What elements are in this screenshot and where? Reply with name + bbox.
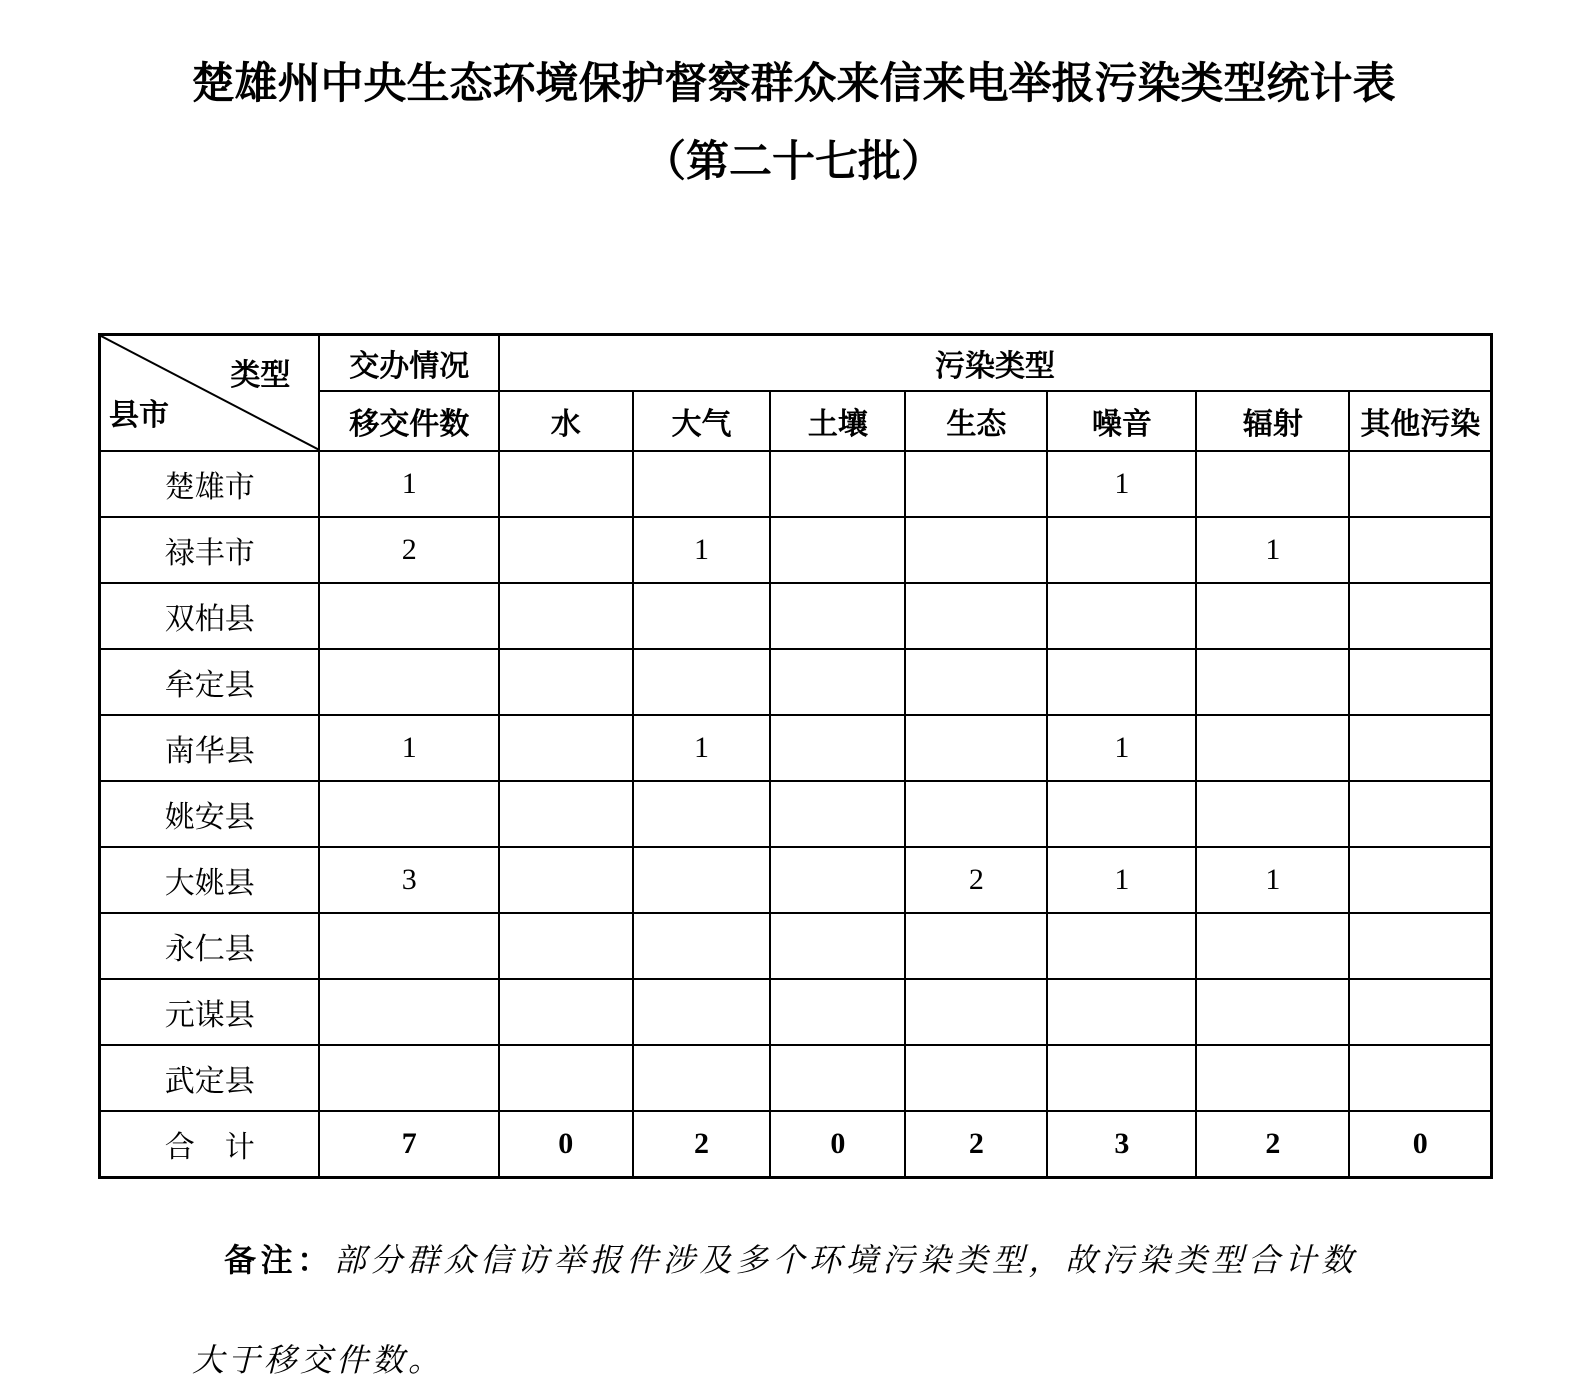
value-cell [770,979,905,1045]
total-value-cell: 0 [770,1111,905,1178]
value-cell [499,451,633,517]
value-cell [770,715,905,781]
value-cell [770,649,905,715]
value-cell [633,451,771,517]
value-cell [633,847,771,913]
value-cell [1047,1045,1196,1111]
value-cell: 1 [1047,451,1196,517]
value-cell [905,451,1047,517]
subheader-noise: 噪音 [1047,391,1196,451]
value-cell [319,649,499,715]
value-cell [499,649,633,715]
subheader-ecology: 生态 [905,391,1047,451]
county-name-cell: 武定县 [100,1045,320,1111]
value-cell [319,781,499,847]
county-name-cell: 元谋县 [100,979,320,1045]
value-cell [1047,517,1196,583]
page-title [0,0,1587,202]
subheader-air: 大气 [633,391,771,451]
total-value-cell: 2 [1196,1111,1349,1178]
value-cell [1349,517,1491,583]
value-cell [1349,979,1491,1045]
value-cell [1047,781,1196,847]
county-name-cell: 楚雄市 [100,451,320,517]
value-cell: 1 [633,715,771,781]
value-cell [1196,1045,1349,1111]
value-cell [319,979,499,1045]
county-name-cell: 南华县 [100,715,320,781]
total-value-cell: 0 [499,1111,633,1178]
value-cell [633,649,771,715]
value-cell [1349,913,1491,979]
table-row [100,649,1492,715]
value-cell [1047,649,1196,715]
value-cell [1349,1045,1491,1111]
table-row [100,715,1492,781]
value-cell: 2 [319,517,499,583]
footnote [192,1210,1357,1386]
footnote-label: 备注： [224,1242,334,1278]
value-cell [499,913,633,979]
value-cell: 1 [319,715,499,781]
header-assignment: 交办情况 [319,335,499,391]
value-cell [633,979,771,1045]
value-cell [770,847,905,913]
total-row [100,1111,1492,1178]
value-cell [1349,649,1491,715]
table-row [100,847,1492,913]
table-row [100,517,1492,583]
page-title-line1: 楚雄州中央生态环境保护督察群众来信来电举报污染类型统计表 [191,61,1396,108]
value-cell [770,781,905,847]
value-cell [1349,583,1491,649]
subheader-radiation: 辐射 [1196,391,1349,451]
table-row [100,913,1492,979]
table-row [100,781,1492,847]
value-cell [905,517,1047,583]
value-cell [905,979,1047,1045]
value-cell: 1 [319,451,499,517]
value-cell [1047,913,1196,979]
value-cell [1196,781,1349,847]
county-name-cell: 双柏县 [100,583,320,649]
value-cell [770,517,905,583]
value-cell [905,583,1047,649]
corner-header-cell [100,335,320,451]
footnote-text: 部分群众信访举报件涉及多个环境污染类型，故污染类型合计数大于移交件数。 [192,1242,1357,1378]
value-cell [1196,583,1349,649]
value-cell: 1 [1047,847,1196,913]
value-cell [499,715,633,781]
page-title-line2: （第二十七批） [643,139,944,186]
value-cell: 3 [319,847,499,913]
subheader-other-pollution: 其他污染 [1349,391,1491,451]
value-cell [1196,715,1349,781]
county-name-cell: 禄丰市 [100,517,320,583]
total-value-cell: 2 [633,1111,771,1178]
value-cell: 2 [905,847,1047,913]
county-name-cell: 姚安县 [100,781,320,847]
value-cell [905,913,1047,979]
total-value-cell: 2 [905,1111,1047,1178]
value-cell [633,913,771,979]
table-row [100,583,1492,649]
subheader-water: 水 [499,391,633,451]
table-row [100,1045,1492,1111]
value-cell [319,583,499,649]
total-value-cell: 3 [1047,1111,1196,1178]
value-cell [1047,979,1196,1045]
value-cell [1196,979,1349,1045]
value-cell [633,583,771,649]
value-cell [770,451,905,517]
value-cell [1196,913,1349,979]
pollution-type-statistics-table [98,333,1493,1179]
value-cell [499,517,633,583]
value-cell [905,715,1047,781]
value-cell [1349,451,1491,517]
value-cell [1047,583,1196,649]
value-cell [770,913,905,979]
value-cell [319,1045,499,1111]
value-cell [1349,781,1491,847]
value-cell [1349,847,1491,913]
value-cell: 1 [1196,517,1349,583]
value-cell [633,1045,771,1111]
county-name-cell: 牟定县 [100,649,320,715]
value-cell: 1 [1047,715,1196,781]
value-cell [1349,715,1491,781]
county-name-cell: 大姚县 [100,847,320,913]
total-value-cell: 0 [1349,1111,1491,1178]
value-cell [905,1045,1047,1111]
subheader-transferred-count: 移交件数 [319,391,499,451]
value-cell: 1 [633,517,771,583]
value-cell [770,583,905,649]
total-label-cell: 合 计 [100,1111,320,1178]
value-cell [319,913,499,979]
value-cell [905,781,1047,847]
value-cell [770,1045,905,1111]
value-cell [499,1045,633,1111]
value-cell [499,583,633,649]
value-cell [499,979,633,1045]
total-value-cell: 7 [319,1111,499,1178]
table-row [100,451,1492,517]
corner-label-type: 类型 [230,359,291,392]
corner-label-county: 县市 [109,398,169,432]
table-row [100,979,1492,1045]
statistics-table-wrap [98,333,1493,1179]
value-cell [499,847,633,913]
value-cell: 1 [1196,847,1349,913]
county-name-cell: 永仁县 [100,913,320,979]
value-cell [1196,451,1349,517]
subheader-soil: 土壤 [770,391,905,451]
value-cell [499,781,633,847]
header-pollution-type: 污染类型 [499,335,1492,391]
value-cell [905,649,1047,715]
value-cell [633,781,771,847]
value-cell [1196,649,1349,715]
